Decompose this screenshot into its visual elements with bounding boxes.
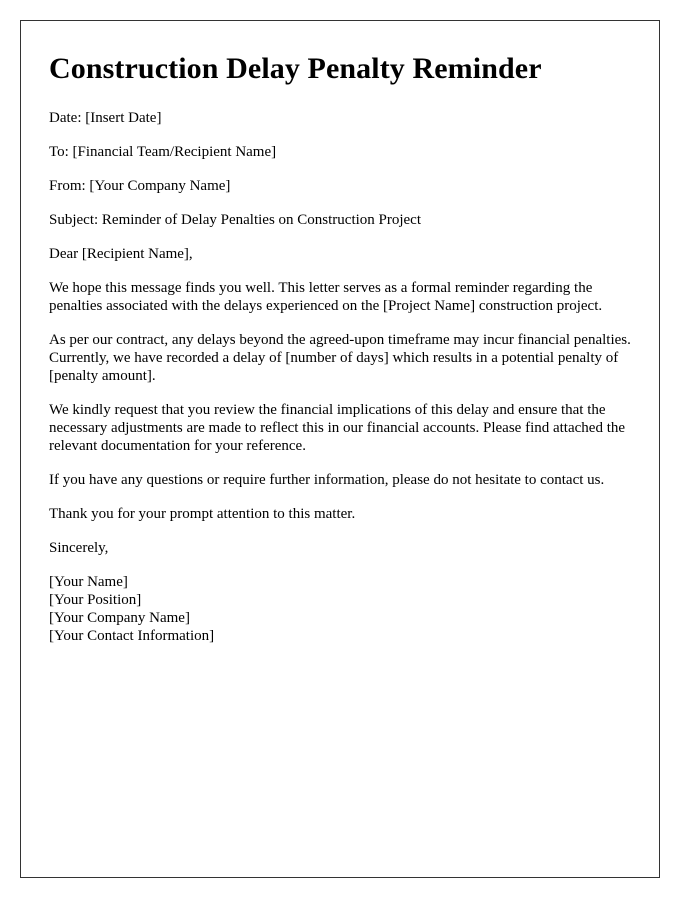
body-paragraph: If you have any questions or require further information, please do not hesitate to contact us.	[49, 472, 605, 488]
signature-contact: [Your Contact Information]	[49, 628, 215, 644]
to-line: To: [Financial Team/Recipient Name]	[49, 144, 277, 160]
closing: Sincerely,	[49, 540, 109, 556]
letter-title: Construction Delay Penalty Reminder	[49, 52, 542, 85]
letter-page	[20, 20, 660, 878]
body-paragraph: We hope this message finds you well. This letter serves as a formal reminder regarding the penalties associated with the delays experienced on the [Project Name] construction project.	[49, 280, 603, 314]
signature-name: [Your Name]	[49, 574, 128, 590]
subject-line: Subject: Reminder of Delay Penalties on Construction Project	[49, 212, 422, 228]
signature-position: [Your Position]	[49, 592, 142, 608]
date-line: Date: [Insert Date]	[49, 110, 162, 126]
body-paragraph: We kindly request that you review the financial implications of this delay and ensure that the necessary adjustments are made to reflect this in our financial accounts. Please find attached the relevant documentation for your reference.	[49, 402, 626, 454]
signature-block	[49, 573, 631, 645]
from-line: From: [Your Company Name]	[49, 178, 231, 194]
salutation: Dear [Recipient Name],	[49, 246, 193, 262]
body-paragraph: As per our contract, any delays beyond the agreed-upon timeframe may incur financial penalties. Currently, we have recorded a delay of [number of days] which results in a potential penalty of [penalty amount].	[49, 332, 631, 384]
signature-company: [Your Company Name]	[49, 610, 190, 626]
body-paragraph: Thank you for your prompt attention to this matter.	[49, 506, 356, 522]
